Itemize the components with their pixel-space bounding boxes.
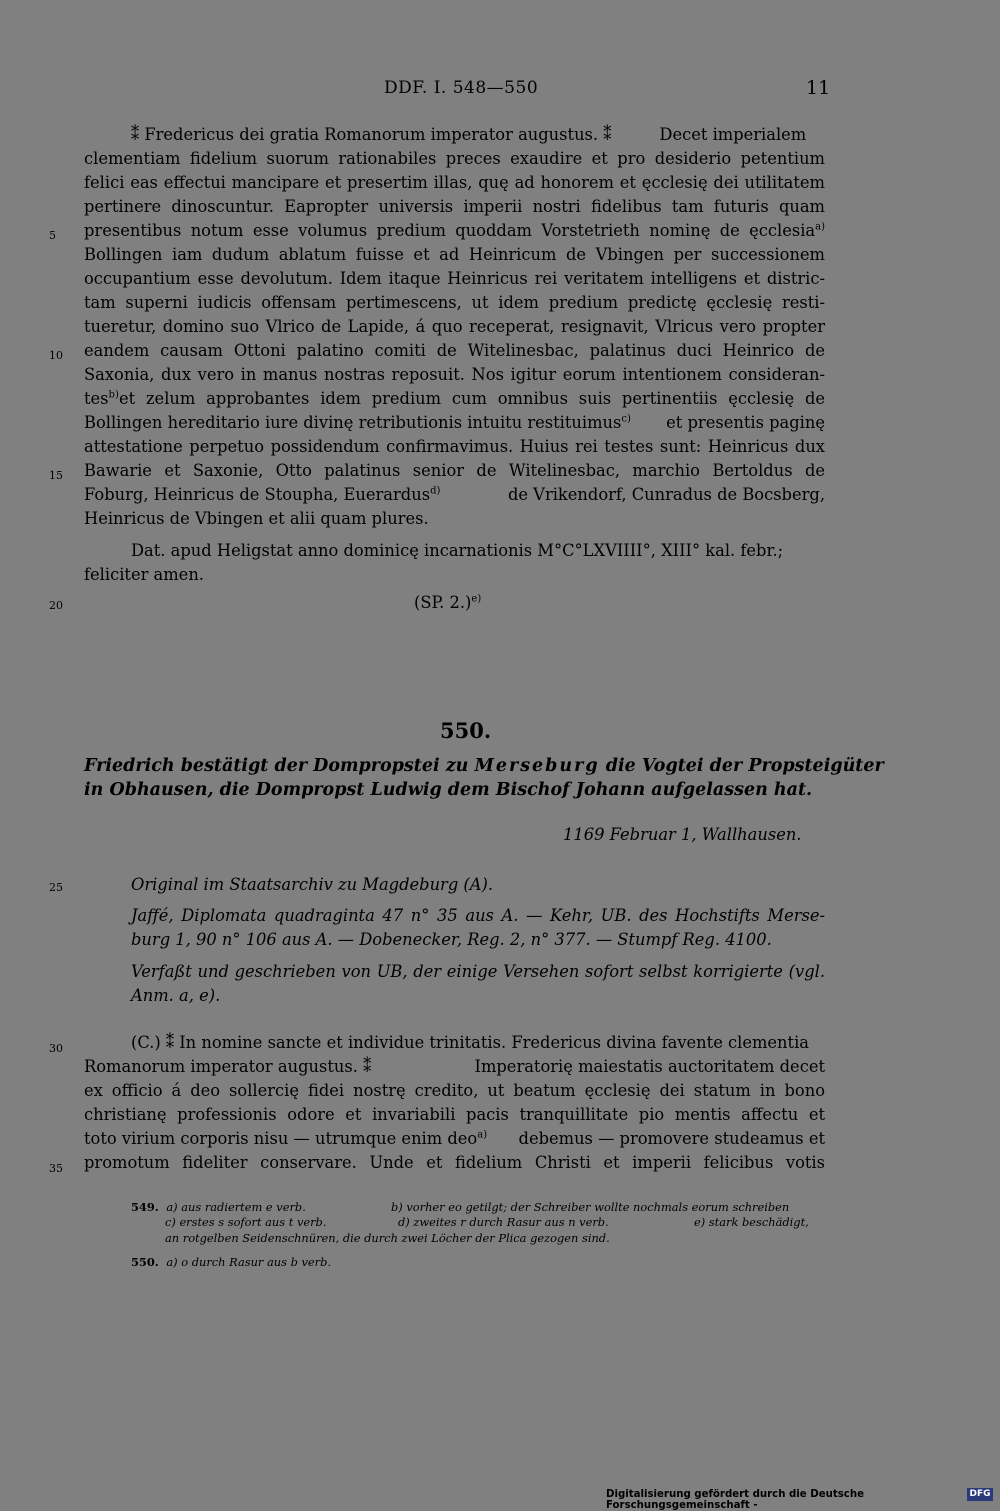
- text-line: [84, 1131, 825, 1147]
- text-segment: Imperatorię maiestatis auctoritatem decet: [474, 1057, 825, 1076]
- text-segment: et zelum approbantes idem predium cum omnibus suis pertinentiis ęcclesię de: [119, 389, 825, 408]
- text-segment: [84, 1131, 487, 1147]
- text-line: [84, 391, 825, 407]
- text-segment: tes: [84, 389, 109, 408]
- footnote-d: d) zweites r durch Rasur aus n verb.: [398, 1215, 609, 1229]
- footnote-marker: e): [471, 593, 482, 605]
- text-segment: Friedrich bestätigt der Dompropstei zu: [84, 756, 469, 776]
- text-segment: [84, 487, 440, 503]
- line-number: 10: [49, 349, 63, 362]
- text-line: felici eas effectui mancipare et presertim illas, quę ad honorem et ęcclesię dei utilitatem: [84, 173, 825, 192]
- text-segment: die Vogtei der Propsteigüter: [605, 756, 884, 776]
- text-line: Bollingen iam dudum ablatum fuisse et ad Heinricum de Vbingen per successionem: [84, 245, 825, 264]
- text-line: eandem causam Ottoni palatino comiti de Witelinesbac, palatinus duci Heinrico de: [84, 341, 825, 360]
- footnote-marker: c): [621, 413, 631, 425]
- text-line: christianę professionis odore et invariabili pacis tranquillitate pio mentis affectu et: [84, 1105, 825, 1124]
- text-line: Saxonia, dux vero in manus nostras reposuit. Nos igitur eorum intentionem consideran-: [84, 365, 825, 384]
- text-segment: [84, 415, 631, 431]
- footnote-e: e) stark beschädigt,: [694, 1215, 809, 1229]
- dating-clause: feliciter amen.: [84, 565, 204, 584]
- dating-clause: Dat. apud Heligstat anno dominicę incarnationis M°C°LXVIIII°, XIII° kal. febr.;: [131, 541, 784, 560]
- seal-note: [414, 595, 481, 611]
- footnote-label: 550.: [131, 1255, 159, 1269]
- author-note: Anm. a, e).: [131, 986, 221, 1005]
- text-line: ex officio á deo sollercię fidei nostrę credito, ut beatum ęcclesię dei statum in bono: [84, 1081, 825, 1100]
- footnote-e-cont: an rotgelben Seidenschnüren, die durch zwei Löcher der Plica gezogen sind.: [165, 1231, 610, 1245]
- footnote-b: b) vorher eo getilgt; der Schreiber wollte nochmals eorum schreiben: [391, 1200, 790, 1214]
- footnote-a: a) aus radiertem e verb.: [166, 1200, 306, 1214]
- line-number: 25: [49, 881, 63, 894]
- text-line: [131, 127, 806, 143]
- text-segment: et presentis paginę: [666, 413, 825, 432]
- text-segment: ⁑ Fredericus dei gratia Romanorum imperator augustus. ⁑: [131, 125, 612, 144]
- footnote-marker: b): [108, 389, 119, 401]
- regest-title: in Obhausen, die Dompropst Ludwig dem Bischof Johann aufgelassen hat.: [84, 780, 813, 800]
- place-name: Merseburg: [474, 756, 600, 776]
- running-head: DDF. I. 548—550: [384, 78, 539, 98]
- line-number: 30: [49, 1042, 63, 1055]
- text-segment: de Vrikendorf, Cunradus de Bocsberg,: [507, 485, 825, 504]
- footnote-marker: d): [430, 485, 441, 497]
- text-line: attestatione perpetuo possidendum confirmavimus. Huius rei testes sunt: Heinricus dux: [84, 437, 825, 456]
- footnote-marker: a): [477, 1129, 488, 1141]
- footnote-line: [131, 1257, 331, 1268]
- document-number: 550.: [440, 718, 492, 743]
- footnote-label: 549.: [131, 1200, 159, 1214]
- footnote-marker: a): [815, 221, 825, 233]
- text-line: (C.) ⁑ In nomine sancte et individue trinitatis. Fredericus divina favente clementia: [131, 1033, 810, 1052]
- editions-note: Jaffé, Diplomata quadraginta 47 n° 35 aus A. — Kehr, UB. des Hochstifts Merse-: [131, 906, 825, 925]
- author-note: Verfaßt und geschrieben von UB, der einige Versehen sofort selbst korrigierte (vgl.: [131, 962, 825, 981]
- text-line: [84, 487, 825, 503]
- seal-label: (SP. 2.): [414, 593, 472, 612]
- footnote-c: c) erstes s sofort aus t verb.: [165, 1215, 327, 1229]
- text-line: tam superni iudicis offensam pertimescens, ut idem predium predictę ęcclesię resti-: [84, 293, 825, 312]
- footnote-a: a) o durch Rasur aus b verb.: [166, 1255, 332, 1269]
- text-line: promotum fideliter conservare. Unde et fidelium Christi et imperii felicibus votis: [84, 1153, 825, 1172]
- footer-credit: Digitalisierung gefördert durch die Deutsche Forschungsgemeinschaft -: [606, 1489, 864, 1511]
- text-segment: presentibus notum esse volumus predium quoddam Vorstetrieth nominę de ęcclesia: [84, 221, 816, 240]
- text-segment: Foburg, Heinricus de Stoupha, Euerardus: [84, 485, 431, 504]
- page-number: 11: [806, 77, 831, 99]
- text-segment: Romanorum imperator augustus. ⁑: [84, 1057, 372, 1076]
- date-place: 1169 Februar 1, Wallhausen.: [563, 825, 802, 844]
- tradition-note: Original im Staatsarchiv zu Magdeburg (A).: [131, 875, 494, 894]
- line-number: 5: [49, 229, 56, 242]
- text-line: [84, 223, 825, 239]
- text-line: clementiam fidelium suorum rationabiles preces exaudire et pro desiderio petentium: [84, 149, 825, 168]
- line-number: 15: [49, 469, 63, 482]
- text-line: tueretur, domino suo Vlrico de Lapide, á quo receperat, resignavit, Vlricus vero propter: [84, 317, 825, 336]
- text-segment: toto virium corporis nisu — utrumque enim deo: [84, 1129, 478, 1148]
- regest-title: [84, 756, 884, 776]
- text-segment: debemus — promovere studeamus et: [518, 1129, 825, 1148]
- text-segment: Bollingen hereditario iure divinę retributionis intuitu restituimus: [84, 413, 622, 432]
- line-number: 20: [49, 599, 63, 612]
- footnote-line: [131, 1202, 306, 1213]
- editions-note: burg 1, 90 n° 106 aus A. — Dobenecker, Reg. 2, n° 377. — Stumpf Reg. 4100.: [131, 930, 772, 949]
- text-line: [84, 415, 825, 431]
- text-line: occupantium esse devolutum. Idem itaque Heinricus rei veritatem intelligens et distric-: [84, 269, 825, 288]
- text-line: Heinricus de Vbingen et alii quam plures.: [84, 509, 429, 528]
- dfg-logo: DFG: [967, 1488, 993, 1501]
- text-segment: Decet imperialem: [659, 125, 807, 144]
- text-line: pertinere dinoscuntur. Eapropter universis imperii nostri fidelibus tam futuris quam: [84, 197, 825, 216]
- text-segment: [84, 391, 119, 407]
- line-number: 35: [49, 1162, 63, 1175]
- text-line: Bawarie et Saxonie, Otto palatinus senior de Witelinesbac, marchio Bertoldus de: [84, 461, 825, 480]
- text-line: [84, 1059, 825, 1075]
